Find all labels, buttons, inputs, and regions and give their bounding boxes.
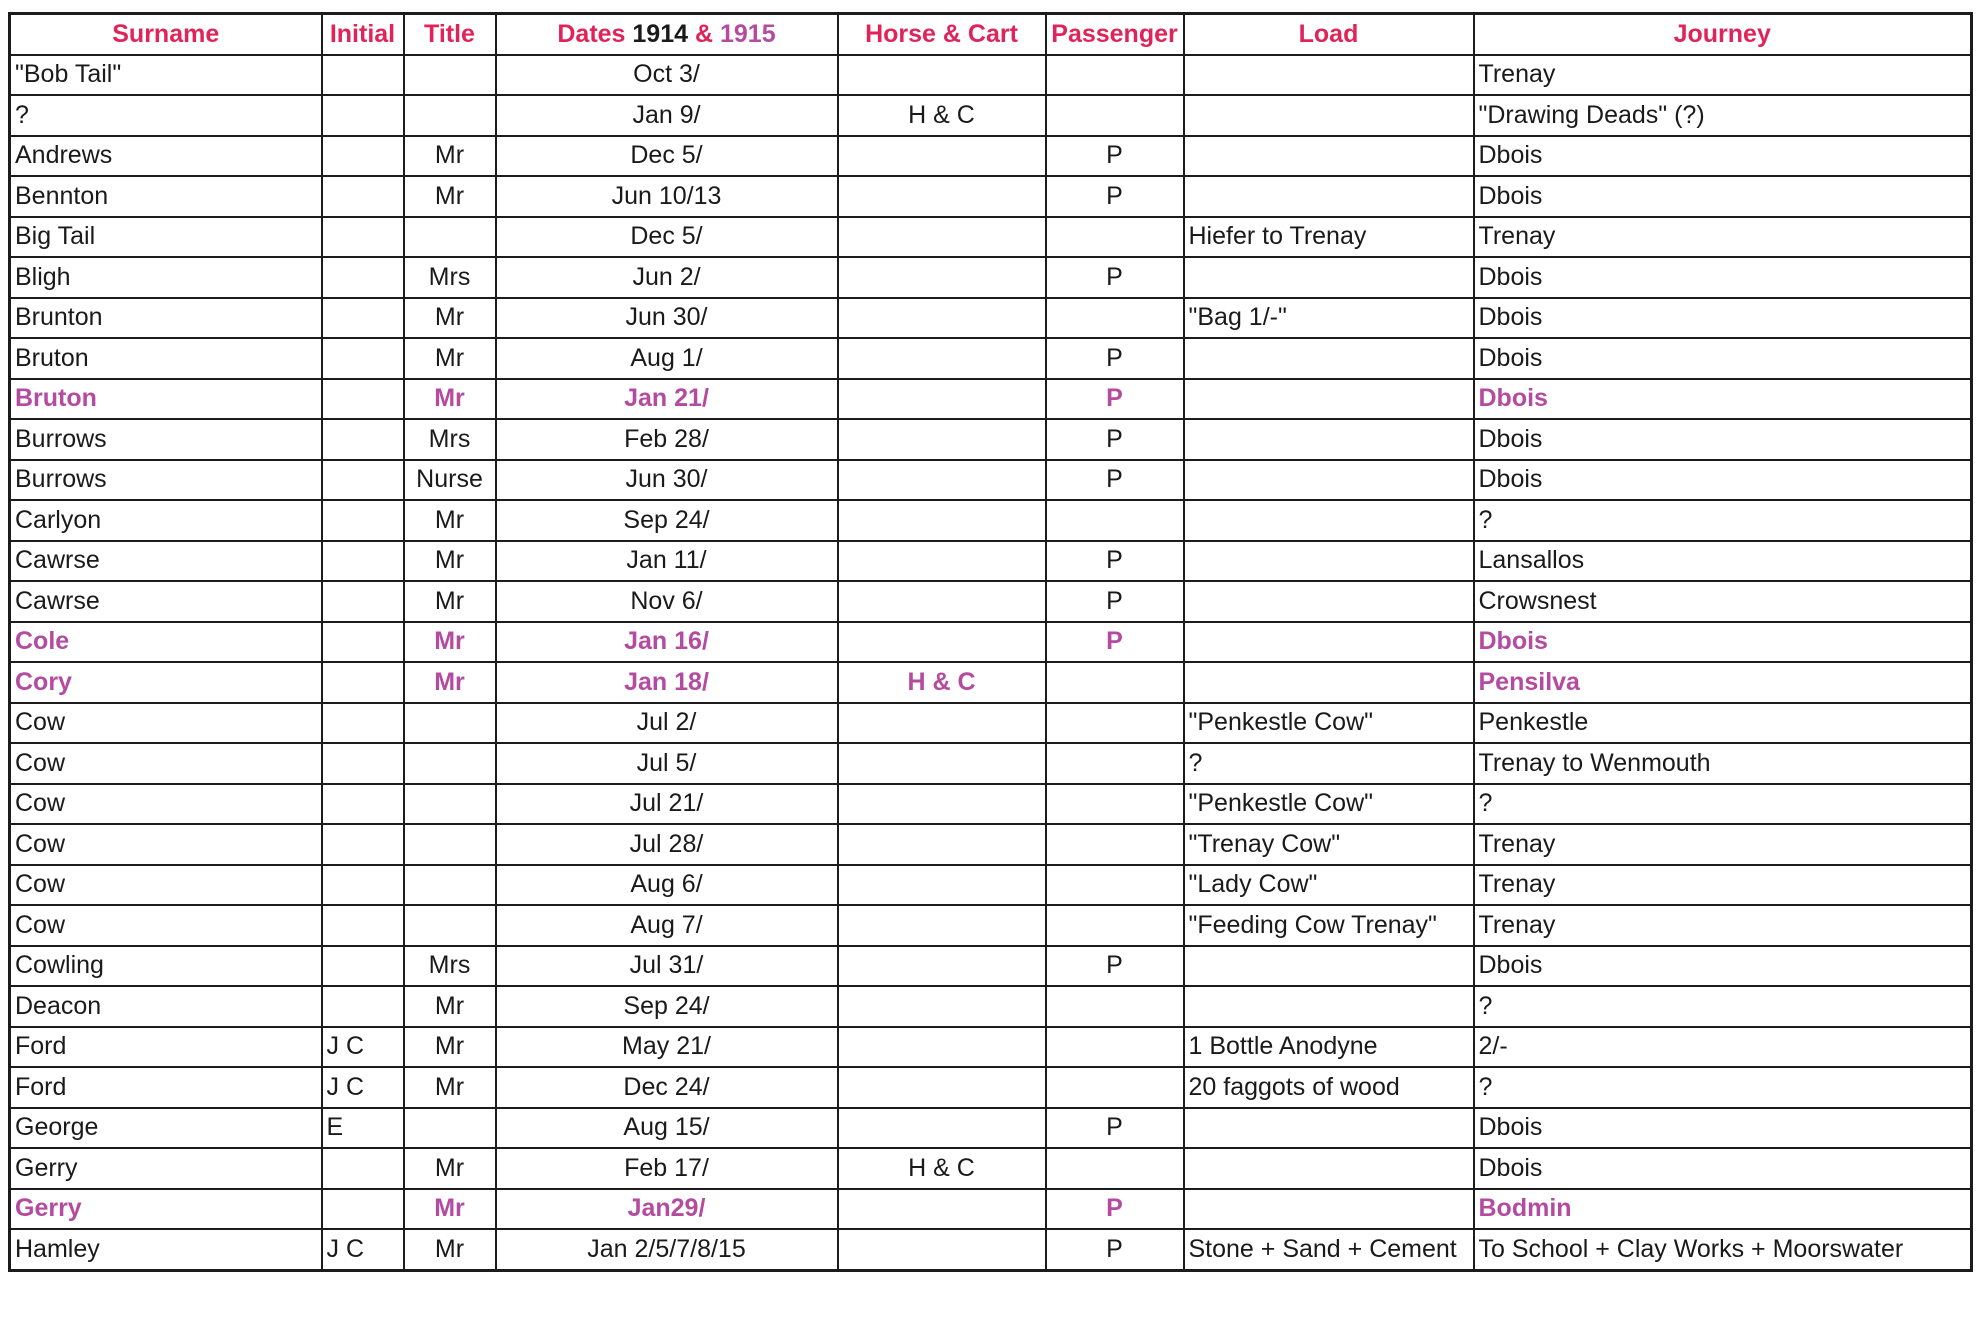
load-cell bbox=[1184, 1108, 1474, 1149]
load-cell bbox=[1184, 581, 1474, 622]
passenger-cell bbox=[1046, 865, 1184, 906]
journey-cell: Trenay to Wenmouth bbox=[1474, 743, 1972, 784]
load-cell: 1 Bottle Anodyne bbox=[1184, 1027, 1474, 1068]
initial-cell bbox=[322, 176, 404, 217]
passenger-cell: P bbox=[1046, 176, 1184, 217]
title-cell: Mr bbox=[404, 986, 496, 1027]
load-cell bbox=[1184, 136, 1474, 177]
horse-cart-cell: H & C bbox=[838, 95, 1046, 136]
title-cell: Mrs bbox=[404, 946, 496, 987]
journey-cell: Dbois bbox=[1474, 419, 1972, 460]
horse-cart-cell bbox=[838, 460, 1046, 501]
date-cell: Nov 6/ bbox=[496, 581, 838, 622]
date-cell: Aug 1/ bbox=[496, 338, 838, 379]
passenger-cell: P bbox=[1046, 379, 1184, 420]
passenger-cell: P bbox=[1046, 1229, 1184, 1270]
passenger-cell: P bbox=[1046, 419, 1184, 460]
passenger-cell: P bbox=[1046, 1189, 1184, 1230]
surname-cell: Cory bbox=[10, 662, 322, 703]
load-cell bbox=[1184, 338, 1474, 379]
title-cell bbox=[404, 217, 496, 258]
surname-cell: Cow bbox=[10, 824, 322, 865]
initial-cell bbox=[322, 865, 404, 906]
surname-cell: Cow bbox=[10, 784, 322, 825]
title-cell bbox=[404, 905, 496, 946]
journey-cell: Dbois bbox=[1474, 379, 1972, 420]
initial-cell bbox=[322, 541, 404, 582]
date-cell: Dec 5/ bbox=[496, 217, 838, 258]
passenger-cell: P bbox=[1046, 581, 1184, 622]
col-header-load: Load bbox=[1184, 14, 1474, 55]
title-cell bbox=[404, 95, 496, 136]
load-cell bbox=[1184, 500, 1474, 541]
surname-cell: Cowling bbox=[10, 946, 322, 987]
load-cell: "Penkestle Cow" bbox=[1184, 784, 1474, 825]
horse-cart-cell bbox=[838, 419, 1046, 460]
col-header-initial: Initial bbox=[322, 14, 404, 55]
initial-cell bbox=[322, 136, 404, 177]
horse-cart-cell bbox=[838, 541, 1046, 582]
passenger-cell: P bbox=[1046, 338, 1184, 379]
load-cell bbox=[1184, 95, 1474, 136]
passenger-cell: P bbox=[1046, 1108, 1184, 1149]
load-cell bbox=[1184, 419, 1474, 460]
surname-cell: "Bob Tail" bbox=[10, 55, 322, 96]
table-row bbox=[10, 824, 1972, 865]
table-row bbox=[10, 176, 1972, 217]
table-row bbox=[10, 905, 1972, 946]
load-cell: Hiefer to Trenay bbox=[1184, 217, 1474, 258]
journey-cell: Lansallos bbox=[1474, 541, 1972, 582]
initial-cell: E bbox=[322, 1108, 404, 1149]
horse-cart-cell bbox=[838, 824, 1046, 865]
surname-cell: Bennton bbox=[10, 176, 322, 217]
journey-cell: Penkestle bbox=[1474, 703, 1972, 744]
horse-cart-cell bbox=[838, 338, 1046, 379]
surname-cell: Cow bbox=[10, 703, 322, 744]
journey-cell: Dbois bbox=[1474, 946, 1972, 987]
load-cell bbox=[1184, 176, 1474, 217]
journey-cell: Trenay bbox=[1474, 865, 1972, 906]
table-row bbox=[10, 541, 1972, 582]
initial-cell bbox=[322, 298, 404, 339]
surname-cell: Burrows bbox=[10, 419, 322, 460]
horse-cart-cell bbox=[838, 1108, 1046, 1149]
horse-cart-cell bbox=[838, 298, 1046, 339]
surname-cell: Hamley bbox=[10, 1229, 322, 1270]
surname-cell: Cow bbox=[10, 865, 322, 906]
initial-cell: J C bbox=[322, 1067, 404, 1108]
date-cell: Jun 2/ bbox=[496, 257, 838, 298]
surname-cell: Andrews bbox=[10, 136, 322, 177]
date-cell: Jun 10/13 bbox=[496, 176, 838, 217]
passenger-cell bbox=[1046, 703, 1184, 744]
load-cell bbox=[1184, 541, 1474, 582]
horse-cart-cell: H & C bbox=[838, 1148, 1046, 1189]
initial-cell bbox=[322, 1189, 404, 1230]
horse-cart-cell bbox=[838, 986, 1046, 1027]
passenger-cell bbox=[1046, 1148, 1184, 1189]
date-cell: Oct 3/ bbox=[496, 55, 838, 96]
surname-cell: Burrows bbox=[10, 460, 322, 501]
header-row bbox=[10, 14, 1972, 55]
ledger-table bbox=[8, 12, 1973, 1272]
title-cell: Nurse bbox=[404, 460, 496, 501]
horse-cart-cell bbox=[838, 379, 1046, 420]
date-cell: Aug 15/ bbox=[496, 1108, 838, 1149]
surname-cell: Cole bbox=[10, 622, 322, 663]
horse-cart-cell bbox=[838, 703, 1046, 744]
date-cell: Dec 24/ bbox=[496, 1067, 838, 1108]
journey-cell: Bodmin bbox=[1474, 1189, 1972, 1230]
title-cell bbox=[404, 824, 496, 865]
journey-cell: Dbois bbox=[1474, 298, 1972, 339]
table-row bbox=[10, 662, 1972, 703]
dates-header-year-1914: 1914 bbox=[632, 19, 689, 48]
date-cell: Aug 6/ bbox=[496, 865, 838, 906]
table-row bbox=[10, 460, 1972, 501]
date-cell: Jul 2/ bbox=[496, 703, 838, 744]
surname-cell: Cow bbox=[10, 905, 322, 946]
passenger-cell: P bbox=[1046, 622, 1184, 663]
dates-header-ampersand: & bbox=[694, 19, 714, 48]
initial-cell bbox=[322, 379, 404, 420]
journey-cell: Dbois bbox=[1474, 136, 1972, 177]
table-row bbox=[10, 1027, 1972, 1068]
date-cell: Jul 5/ bbox=[496, 743, 838, 784]
surname-cell: Bligh bbox=[10, 257, 322, 298]
initial-cell bbox=[322, 905, 404, 946]
date-cell: Aug 7/ bbox=[496, 905, 838, 946]
table-row bbox=[10, 1189, 1972, 1230]
passenger-cell: P bbox=[1046, 541, 1184, 582]
passenger-cell bbox=[1046, 824, 1184, 865]
date-cell: Jan 2/5/7/8/15 bbox=[496, 1229, 838, 1270]
initial-cell bbox=[322, 460, 404, 501]
load-cell bbox=[1184, 946, 1474, 987]
passenger-cell bbox=[1046, 784, 1184, 825]
initial-cell bbox=[322, 946, 404, 987]
table-row bbox=[10, 946, 1972, 987]
title-cell: Mr bbox=[404, 500, 496, 541]
load-cell bbox=[1184, 257, 1474, 298]
col-header-surname: Surname bbox=[10, 14, 322, 55]
title-cell: Mr bbox=[404, 136, 496, 177]
passenger-cell bbox=[1046, 743, 1184, 784]
title-cell: Mr bbox=[404, 581, 496, 622]
col-header-horse-cart: Horse & Cart bbox=[838, 14, 1046, 55]
horse-cart-cell bbox=[838, 136, 1046, 177]
date-cell: Jun 30/ bbox=[496, 298, 838, 339]
load-cell bbox=[1184, 379, 1474, 420]
table-row bbox=[10, 581, 1972, 622]
passenger-cell bbox=[1046, 1027, 1184, 1068]
journey-cell: Trenay bbox=[1474, 824, 1972, 865]
initial-cell bbox=[322, 581, 404, 622]
title-cell: Mr bbox=[404, 1067, 496, 1108]
title-cell: Mr bbox=[404, 622, 496, 663]
passenger-cell bbox=[1046, 662, 1184, 703]
load-cell bbox=[1184, 986, 1474, 1027]
passenger-cell: P bbox=[1046, 257, 1184, 298]
ledger-page bbox=[8, 12, 1970, 1272]
horse-cart-cell bbox=[838, 500, 1046, 541]
horse-cart-cell bbox=[838, 1229, 1046, 1270]
journey-cell: To School + Clay Works + Moorswater bbox=[1474, 1229, 1972, 1270]
passenger-cell bbox=[1046, 55, 1184, 96]
passenger-cell bbox=[1046, 217, 1184, 258]
title-cell bbox=[404, 743, 496, 784]
col-header-dates bbox=[496, 14, 838, 55]
passenger-cell bbox=[1046, 1067, 1184, 1108]
ledger-body bbox=[10, 55, 1972, 1271]
title-cell bbox=[404, 784, 496, 825]
col-header-journey: Journey bbox=[1474, 14, 1972, 55]
passenger-cell bbox=[1046, 298, 1184, 339]
date-cell: Dec 5/ bbox=[496, 136, 838, 177]
surname-cell: Big Tail bbox=[10, 217, 322, 258]
load-cell bbox=[1184, 622, 1474, 663]
table-row bbox=[10, 1148, 1972, 1189]
initial-cell bbox=[322, 419, 404, 460]
horse-cart-cell bbox=[838, 55, 1046, 96]
title-cell: Mr bbox=[404, 1027, 496, 1068]
date-cell: Jan 11/ bbox=[496, 541, 838, 582]
load-cell bbox=[1184, 1148, 1474, 1189]
initial-cell bbox=[322, 784, 404, 825]
surname-cell: ? bbox=[10, 95, 322, 136]
table-row bbox=[10, 95, 1972, 136]
table-row bbox=[10, 500, 1972, 541]
initial-cell bbox=[322, 986, 404, 1027]
surname-cell: Ford bbox=[10, 1027, 322, 1068]
surname-cell: Gerry bbox=[10, 1189, 322, 1230]
table-row bbox=[10, 379, 1972, 420]
table-row bbox=[10, 784, 1972, 825]
load-cell bbox=[1184, 662, 1474, 703]
initial-cell bbox=[322, 662, 404, 703]
horse-cart-cell bbox=[838, 622, 1046, 663]
title-cell: Mr bbox=[404, 176, 496, 217]
journey-cell: 2/- bbox=[1474, 1027, 1972, 1068]
title-cell bbox=[404, 55, 496, 96]
table-row bbox=[10, 986, 1972, 1027]
title-cell bbox=[404, 865, 496, 906]
journey-cell: Dbois bbox=[1474, 460, 1972, 501]
table-row bbox=[10, 703, 1972, 744]
title-cell bbox=[404, 703, 496, 744]
journey-cell: Dbois bbox=[1474, 176, 1972, 217]
title-cell: Mr bbox=[404, 338, 496, 379]
dates-header-prefix: Dates bbox=[557, 19, 626, 48]
passenger-cell bbox=[1046, 500, 1184, 541]
journey-cell: Trenay bbox=[1474, 217, 1972, 258]
surname-cell: Ford bbox=[10, 1067, 322, 1108]
title-cell: Mrs bbox=[404, 419, 496, 460]
journey-cell: Dbois bbox=[1474, 257, 1972, 298]
date-cell: Feb 28/ bbox=[496, 419, 838, 460]
col-header-title: Title bbox=[404, 14, 496, 55]
horse-cart-cell bbox=[838, 581, 1046, 622]
load-cell: "Feeding Cow Trenay" bbox=[1184, 905, 1474, 946]
col-header-passenger: Passenger bbox=[1046, 14, 1184, 55]
date-cell: Jan 9/ bbox=[496, 95, 838, 136]
surname-cell: Cawrse bbox=[10, 541, 322, 582]
surname-cell: Carlyon bbox=[10, 500, 322, 541]
date-cell: Jul 28/ bbox=[496, 824, 838, 865]
dates-header-year-1915: 1915 bbox=[720, 19, 776, 48]
title-cell: Mr bbox=[404, 1189, 496, 1230]
title-cell: Mr bbox=[404, 1148, 496, 1189]
table-row bbox=[10, 743, 1972, 784]
table-row bbox=[10, 1067, 1972, 1108]
table-row bbox=[10, 1108, 1972, 1149]
date-cell: Jan 16/ bbox=[496, 622, 838, 663]
journey-cell: ? bbox=[1474, 500, 1972, 541]
load-cell bbox=[1184, 1189, 1474, 1230]
load-cell bbox=[1184, 55, 1474, 96]
initial-cell: J C bbox=[322, 1027, 404, 1068]
surname-cell: Deacon bbox=[10, 986, 322, 1027]
surname-cell: Cow bbox=[10, 743, 322, 784]
surname-cell: Bruton bbox=[10, 338, 322, 379]
initial-cell bbox=[322, 55, 404, 96]
table-row bbox=[10, 217, 1972, 258]
load-cell: "Lady Cow" bbox=[1184, 865, 1474, 906]
horse-cart-cell: H & C bbox=[838, 662, 1046, 703]
initial-cell bbox=[322, 703, 404, 744]
table-row bbox=[10, 622, 1972, 663]
initial-cell bbox=[322, 217, 404, 258]
horse-cart-cell bbox=[838, 784, 1046, 825]
horse-cart-cell bbox=[838, 946, 1046, 987]
date-cell: Jan 21/ bbox=[496, 379, 838, 420]
date-cell: Jan 18/ bbox=[496, 662, 838, 703]
title-cell: Mr bbox=[404, 1229, 496, 1270]
journey-cell: ? bbox=[1474, 1067, 1972, 1108]
journey-cell: Trenay bbox=[1474, 905, 1972, 946]
journey-cell: Dbois bbox=[1474, 338, 1972, 379]
load-cell: ? bbox=[1184, 743, 1474, 784]
passenger-cell: P bbox=[1046, 946, 1184, 987]
table-row bbox=[10, 419, 1972, 460]
journey-cell: Dbois bbox=[1474, 1108, 1972, 1149]
initial-cell bbox=[322, 257, 404, 298]
title-cell: Mr bbox=[404, 541, 496, 582]
initial-cell bbox=[322, 824, 404, 865]
date-cell: Sep 24/ bbox=[496, 500, 838, 541]
surname-cell: Brunton bbox=[10, 298, 322, 339]
load-cell bbox=[1184, 460, 1474, 501]
journey-cell: Crowsnest bbox=[1474, 581, 1972, 622]
title-cell: Mr bbox=[404, 298, 496, 339]
table-row bbox=[10, 298, 1972, 339]
journey-cell: ? bbox=[1474, 986, 1972, 1027]
horse-cart-cell bbox=[838, 217, 1046, 258]
journey-cell: "Drawing Deads" (?) bbox=[1474, 95, 1972, 136]
horse-cart-cell bbox=[838, 743, 1046, 784]
journey-cell: Dbois bbox=[1474, 622, 1972, 663]
initial-cell bbox=[322, 1148, 404, 1189]
title-cell: Mr bbox=[404, 662, 496, 703]
passenger-cell: P bbox=[1046, 460, 1184, 501]
horse-cart-cell bbox=[838, 865, 1046, 906]
journey-cell: Pensilva bbox=[1474, 662, 1972, 703]
initial-cell bbox=[322, 500, 404, 541]
table-row bbox=[10, 1229, 1972, 1270]
date-cell: Sep 24/ bbox=[496, 986, 838, 1027]
load-cell: Stone + Sand + Cement bbox=[1184, 1229, 1474, 1270]
table-row bbox=[10, 338, 1972, 379]
date-cell: Jan29/ bbox=[496, 1189, 838, 1230]
horse-cart-cell bbox=[838, 905, 1046, 946]
date-cell: Jul 21/ bbox=[496, 784, 838, 825]
initial-cell bbox=[322, 95, 404, 136]
passenger-cell bbox=[1046, 95, 1184, 136]
load-cell: "Bag 1/-" bbox=[1184, 298, 1474, 339]
title-cell: Mrs bbox=[404, 257, 496, 298]
table-row bbox=[10, 55, 1972, 96]
date-cell: May 21/ bbox=[496, 1027, 838, 1068]
load-cell: "Trenay Cow" bbox=[1184, 824, 1474, 865]
surname-cell: Cawrse bbox=[10, 581, 322, 622]
table-row bbox=[10, 136, 1972, 177]
journey-cell: ? bbox=[1474, 784, 1972, 825]
horse-cart-cell bbox=[838, 257, 1046, 298]
passenger-cell bbox=[1046, 986, 1184, 1027]
title-cell bbox=[404, 1108, 496, 1149]
table-row bbox=[10, 865, 1972, 906]
initial-cell bbox=[322, 622, 404, 663]
journey-cell: Dbois bbox=[1474, 1148, 1972, 1189]
surname-cell: George bbox=[10, 1108, 322, 1149]
passenger-cell bbox=[1046, 905, 1184, 946]
date-cell: Jun 30/ bbox=[496, 460, 838, 501]
title-cell: Mr bbox=[404, 379, 496, 420]
initial-cell bbox=[322, 338, 404, 379]
surname-cell: Gerry bbox=[10, 1148, 322, 1189]
date-cell: Jul 31/ bbox=[496, 946, 838, 987]
horse-cart-cell bbox=[838, 1067, 1046, 1108]
load-cell: 20 faggots of wood bbox=[1184, 1067, 1474, 1108]
horse-cart-cell bbox=[838, 1027, 1046, 1068]
table-row bbox=[10, 257, 1972, 298]
initial-cell bbox=[322, 743, 404, 784]
passenger-cell: P bbox=[1046, 136, 1184, 177]
load-cell: "Penkestle Cow" bbox=[1184, 703, 1474, 744]
journey-cell: Trenay bbox=[1474, 55, 1972, 96]
horse-cart-cell bbox=[838, 1189, 1046, 1230]
surname-cell: Bruton bbox=[10, 379, 322, 420]
horse-cart-cell bbox=[838, 176, 1046, 217]
date-cell: Feb 17/ bbox=[496, 1148, 838, 1189]
initial-cell: J C bbox=[322, 1229, 404, 1270]
